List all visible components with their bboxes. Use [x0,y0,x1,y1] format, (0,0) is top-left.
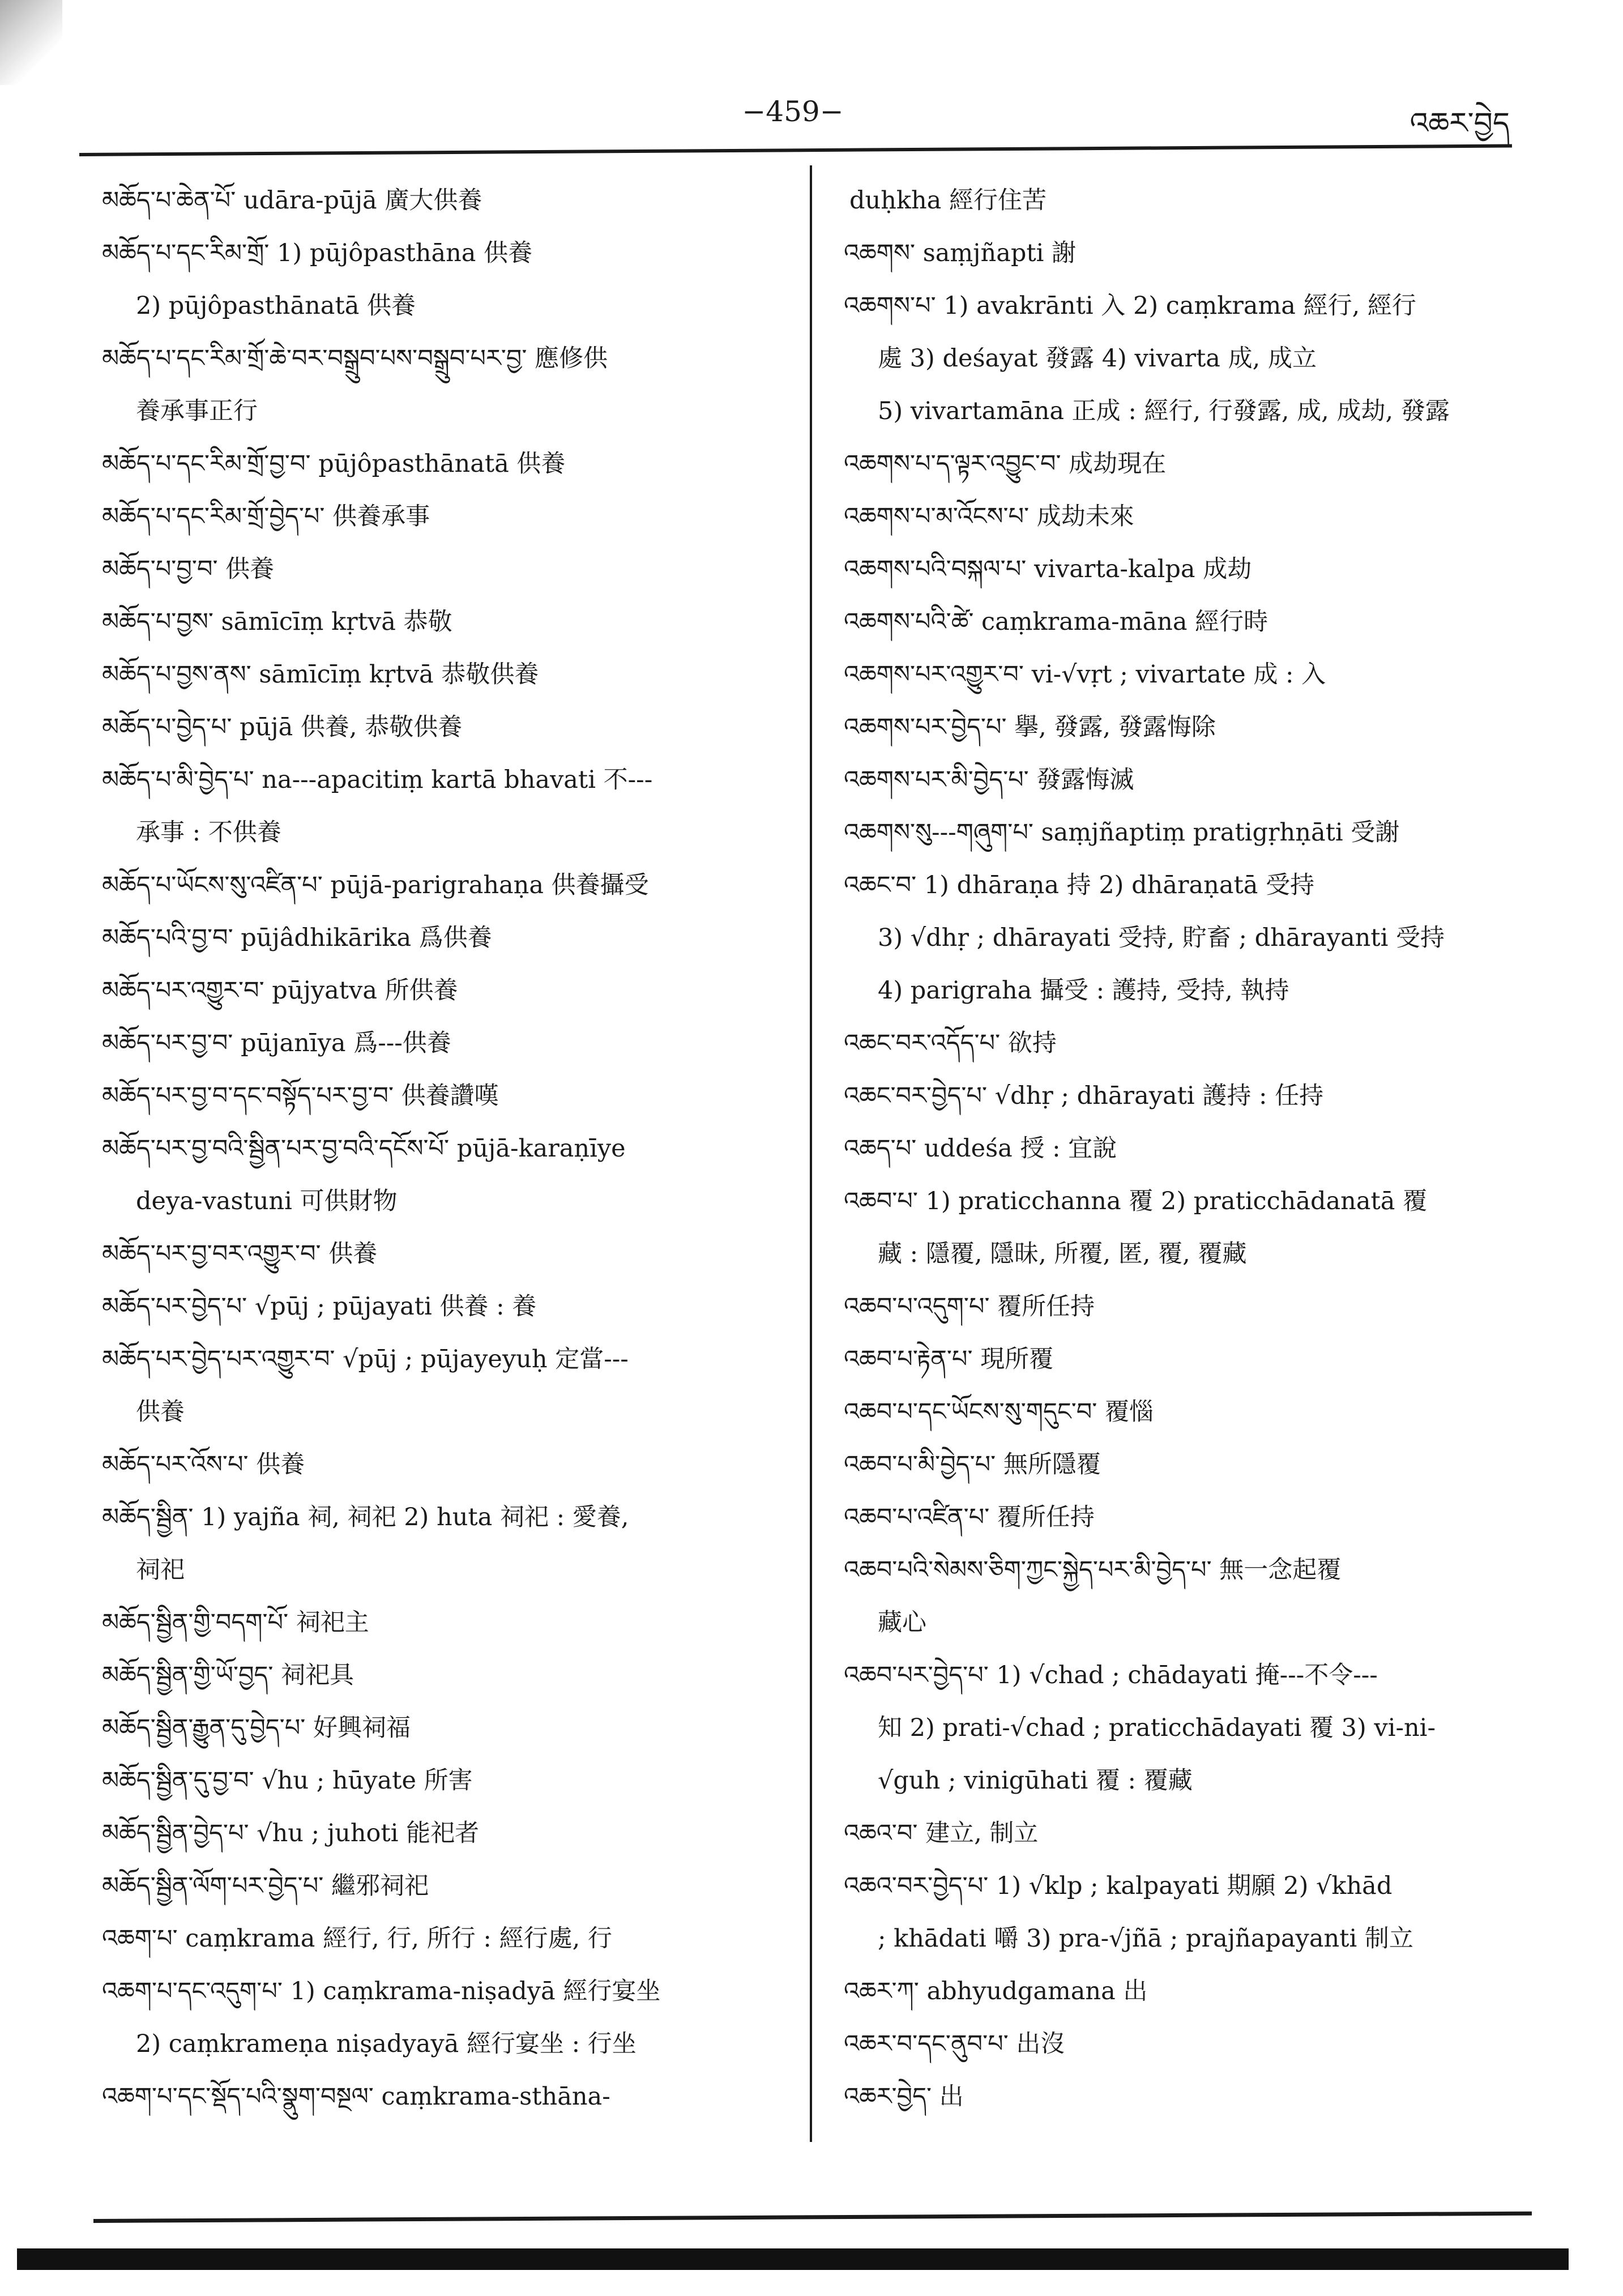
entry: འཆགས་པ་མ་འོངས་པ་ 成劫未來 [844,502,1134,531]
running-head: འཆར་བྱེད [1410,106,1510,140]
entry-continuation: 承事 : 不供養 [136,818,281,847]
entry: འཆབ་པ་ 1) praticchanna 覆 2) praticchādanatā 覆 [844,1187,1428,1215]
entry: འཆང་བར་བྱེད་པ་ √dhṛ ; dhārayati 護持 : 任持 [844,1082,1324,1110]
entry: མཆོད་པ་དང་རིམ་གྲོ་ཆེ་བར་བསྒྲུབ་པས་བསྒྲུབ་པར་བྱ་ 應修供 [102,344,608,373]
entry-continuation: duḥkha 經行住苦 [849,186,1047,215]
entry: འཆགས་པ་ད་ལྟར་འབྱུང་བ་ 成劫現在 [844,450,1167,478]
entry: འཆད་པ་ uddeśa 授 : 宜說 [844,1134,1117,1163]
entry-continuation: 養承事正行 [136,397,258,425]
entry: འཆར་ཀ་ abhyudgamana 出 [844,1977,1148,2005]
entry-continuation: 5) vivartamāna 正成 : 經行, 行發露, 成, 成劫, 發露 [878,397,1450,425]
entry: མཆོད་སྦྱིན་གྱི་ཡོ་བྱད་ 祠祀具 [102,1661,355,1689]
entry: མཆོད་པ་ཡོངས་སུ་འཛིན་པ་ pūjā-parigrahaṇa 供養攝受 [102,871,649,899]
entry-continuation: 供養 [136,1398,185,1426]
entry: འཆགས་པར་འགྱུར་བ་ vi-√vṛt ; vivartate 成 : 入 [844,660,1326,689]
entry: མཆོད་པར་བྱ་བའི་སྦྱིན་པར་བྱ་བའི་དངོས་པོ་ pūjā-karaṇīye [102,1134,626,1163]
entry: འཆག་པ་ caṃkrama 經行, 行, 所行 : 經行處, 行 [102,1924,612,1953]
left-column [102,174,798,2123]
entry: མཆོད་པ་དང་རིམ་གྲོ་བྱ་བ་ pūjôpasthānatā 供養 [102,450,566,478]
entry-continuation: 2) pūjôpasthānatā 供養 [136,292,416,320]
entry: མཆོད་པ་དང་རིམ་གྲོ་ 1) pūjôpasthāna 供養 [102,239,533,267]
entry: འཆགས་ saṃjñapti 謝 [844,239,1077,267]
entry: མཆོད་པ་དང་རིམ་གྲོ་བྱེད་པ་ 供養承事 [102,502,430,531]
entry-continuation: 處 3) deśayat 發露 4) vivarta 成, 成立 [878,344,1317,373]
entry: མཆོད་སྦྱིན་དུ་བྱ་བ་ √hu ; hūyate 所害 [102,1766,473,1795]
entry-continuation: 3) √dhṛ ; dhārayati 受持, 貯畜 ; dhārayanti 受持 [878,924,1445,952]
entry: མཆོད་པ་བྱས་ནས་ sāmīcīṃ kṛtvā 恭敬供養 [102,660,539,689]
entry-continuation: ; khādati 嚼 3) pra-√jñā ; prajñapayanti 制立 [878,1924,1413,1953]
entry-continuation: 祠祀 [136,1556,185,1584]
page-number: −459− [742,95,844,128]
entry: མཆོད་པར་འོས་པ་ 供養 [102,1450,305,1479]
entry: མཆོད་པར་བྱ་བ་ pūjanīya 爲---供養 [102,1029,451,1057]
entry: འཆབ་པ་དང་ཡོངས་སུ་གདུང་བ་ 覆惱 [844,1398,1154,1426]
entry: མཆོད་པ་བྱ་བ་ 供養 [102,555,275,583]
entry: འཆབ་པ་མི་བྱེད་པ་ 無所隱覆 [844,1450,1101,1479]
scan-footer-bar [17,2248,1569,2270]
entry: འཆའ་བར་བྱེད་པ་ 1) √klp ; kalpayati 期願 2) √khād [844,1872,1393,1900]
entry: མཆོད་པ་བྱས་ sāmīcīṃ kṛtvā 恭敬 [102,608,452,636]
bottom-rule [93,2212,1532,2223]
entry: འཆབ་པའི་སེམས་ཅིག་ཀྱང་སྐྱེད་པར་མི་བྱེད་པ་ 無一念起覆 [844,1556,1342,1584]
entry: འཆབ་པ་འཛིན་པ་ 覆所任持 [844,1503,1095,1531]
entry-continuation: 4) parigraha 攝受 : 護持, 受持, 執持 [878,976,1289,1005]
entry: འཆག་པ་དང་སྡོད་པའི་སྣུག་བསྔལ་ caṃkrama-sthāna- [102,2082,610,2111]
top-rule [79,144,1512,156]
entry: མཆོད་པར་བྱེད་པར་འགྱུར་བ་ √pūj ; pūjayeyuḥ 定當--- [102,1345,629,1373]
entry: འཆགས་སུ---གཞུག་པ་ saṃjñaptiṃ pratigṛhṇāti 受謝 [844,818,1400,847]
entry: མཆོད་སྦྱིན་བྱེད་པ་ √hu ; juhoti 能祀者 [102,1819,480,1847]
entry: འཆགས་པའི་བསྐལ་པ་ vivarta-kalpa 成劫 [844,555,1252,583]
entry: འཆག་པ་དང་འདུག་པ་ 1) caṃkrama-niṣadyā 經行宴坐 [102,1977,661,2005]
entry: མཆོད་སྦྱིན་ 1) yajña 祠, 祠祀 2) huta 祠祀 : 愛養, [102,1503,629,1531]
entry: འཆགས་པ་ 1) avakrānti 入 2) caṃkrama 經行, 經行 [844,292,1416,320]
entry: འཆའ་བ་ 建立, 制立 [844,1819,1039,1847]
entry-continuation: √guh ; vinigūhati 覆 : 覆藏 [878,1766,1193,1795]
entry: འཆགས་པར་བྱེད་པ་ 擧, 發露, 發露悔除 [844,713,1216,741]
entry: མཆོད་པར་བྱ་བར་འགྱུར་བ་ 供養 [102,1240,378,1268]
entry: མཆོད་སྦྱིན་རྒྱུན་དུ་བྱེད་པ་ 好興祠福 [102,1714,411,1742]
entry: འཆང་བར་འདོད་པ་ 欲持 [844,1029,1057,1057]
entry: འཆབ་པ་འདུག་པ་ 覆所任持 [844,1292,1095,1321]
entry-continuation: deya-vastuni 可供財物 [136,1187,398,1215]
entry: མཆོད་སྦྱིན་ལོག་པར་བྱེད་པ་ 繼邪祠祀 [102,1872,429,1900]
entry: མཆོད་པར་བྱ་བ་དང་བསྟོད་པར་བྱ་བ་ 供養讚嘆 [102,1082,499,1110]
entry-continuation: 2) caṃkrameṇa niṣadyayā 經行宴坐 : 行坐 [136,2030,637,2058]
entry: འཆབ་པ་རྟེན་པ་ 現所覆 [844,1345,1054,1373]
right-column [844,174,1518,2123]
entry: འཆར་བ་དང་ནུབ་པ་ 出沒 [844,2030,1065,2058]
entry-continuation: 藏 : 隱覆, 隱昧, 所覆, 匿, 覆, 覆藏 [878,1240,1247,1268]
entry: འཆང་བ་ 1) dhāraṇa 持 2) dhāraṇatā 受持 [844,871,1315,899]
entry: འཆགས་པར་མི་བྱེད་པ་ 發露悔滅 [844,766,1134,794]
entry: མཆོད་སྦྱིན་གྱི་བདག་པོ་ 祠祀主 [102,1608,369,1637]
entry: འཆགས་པའི་ཚེ་ caṃkrama-māna 經行時 [844,608,1268,636]
column-divider [810,165,812,2142]
entry: མཆོད་པ་མི་བྱེད་པ་ na---apacitiṃ kartā bhavati 不--- [102,766,653,794]
entry: མཆོད་པ་ཆེན་པོ་ udāra-pūjā 廣大供養 [102,186,482,215]
entry: འཆར་བྱེད་ 出 [844,2082,964,2111]
scan-corner-shading [0,0,62,85]
entry-continuation: 知 2) prati-√chad ; praticchādayati 覆 3) vi-ni- [878,1714,1436,1742]
entry: མཆོད་པར་བྱེད་པ་ √pūj ; pūjayati 供養 : 養 [102,1292,537,1321]
entry-continuation: 藏心 [878,1608,926,1637]
entry: མཆོད་པའི་བྱ་བ་ pūjâdhikārika 爲供養 [102,924,492,952]
entry: མཆོད་པ་བྱེད་པ་ pūjā 供養, 恭敬供養 [102,713,463,741]
entry: འཆབ་པར་བྱེད་པ་ 1) √chad ; chādayati 掩---不令--- [844,1661,1378,1689]
entry: མཆོད་པར་འགྱུར་བ་ pūjyatva 所供養 [102,976,458,1005]
